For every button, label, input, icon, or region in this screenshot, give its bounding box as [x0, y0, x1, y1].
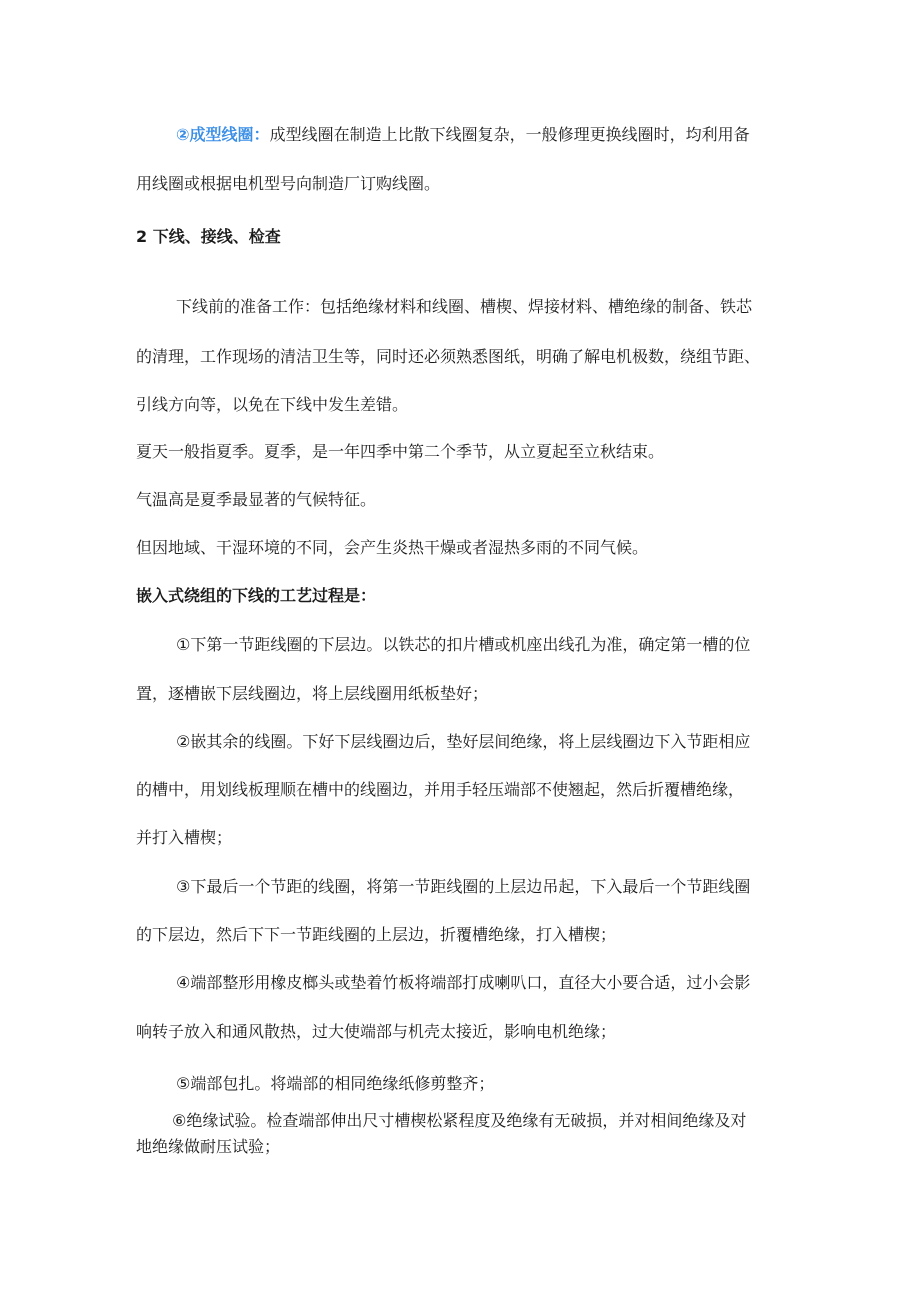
step-1-line-1: ①下第一节距线圈的下层边。以铁芯的扣片槽或机座出线孔为准，确定第一槽的位	[176, 635, 751, 654]
step-2-line-1: ②嵌其余的线圈。下好下层线圈边后，垫好层间绝缘，将上层线圈边下入节距相应	[176, 732, 751, 751]
step-2-line-2: 的槽中，用划线板理顺在槽中的线圈边，并用手轻压端部不使翘起，然后折覆槽绝缘，	[136, 780, 745, 799]
section-heading-wiring: 2 下线、接线、检查	[136, 227, 281, 246]
step-4-line-1: ④端部整形用橡皮榔头或垫着竹板将端部打成喇叭口，直径大小要合适，过小会影	[176, 973, 751, 992]
paragraph-summer-line-3: 但因地域、干湿环境的不同，会产生炎热干燥或者湿热多雨的不同气候。	[136, 538, 649, 557]
step-2-line-3: 并打入槽楔；	[136, 828, 233, 847]
step-6-line-1: ⑥绝缘试验。检查端部伸出尺寸槽楔松紧程度及绝缘有无破损，并对相间绝缘及对	[172, 1111, 747, 1130]
paragraph-summer-line-1: 夏天一般指夏季。夏季，是一年四季中第二个季节，从立夏起至立秋结束。	[136, 442, 665, 461]
paragraph-summer-line-2: 气温高是夏季最显著的气候特征。	[136, 490, 377, 509]
step-5-line-1: ⑤端部包扎。将端部的相同绝缘纸修剪整齐；	[176, 1074, 495, 1093]
paragraph-formed-coil-line-2: 用线圈或根据电机型号向制造厂订购线圈。	[136, 174, 441, 193]
paragraph-preparation-line-2: 的清理，工作现场的清洁卫生等，同时还必须熟悉图纸，明确了解电机极数，绕组节距、	[136, 347, 761, 366]
step-1-line-2: 置，逐槽嵌下层线圈边，将上层线圈用纸板垫好；	[136, 684, 489, 703]
paragraph-preparation-line-3: 引线方向等，以免在下线中发生差错。	[136, 395, 409, 414]
section-heading-process: 嵌入式绕组的下线的工艺过程是：	[136, 586, 377, 605]
step-6-line-2: 地绝缘做耐压试验；	[136, 1137, 281, 1156]
paragraph-formed-coil-line-1	[176, 124, 750, 146]
formed-coil-label: ②成型线圈：	[176, 125, 270, 144]
step-4-line-2: 响转子放入和通风散热，过大使端部与机壳太接近，影响电机绝缘；	[136, 1022, 617, 1041]
paragraph-preparation-line-1: 下线前的准备工作：包括绝缘材料和线圈、槽楔、焊接材料、槽绝缘的制备、铁芯	[176, 297, 753, 316]
step-3-line-1: ③下最后一个节距的线圈，将第一节距线圈的上层边吊起，下入最后一个节距线圈	[176, 877, 751, 896]
formed-coil-text: 成型线圈在制造上比散下线圈复杂，一般修理更换线圈时，均利用备	[269, 125, 750, 144]
step-3-line-2: 的下层边，然后下下一节距线圈的上层边，折覆槽绝缘，打入槽楔；	[136, 925, 617, 944]
